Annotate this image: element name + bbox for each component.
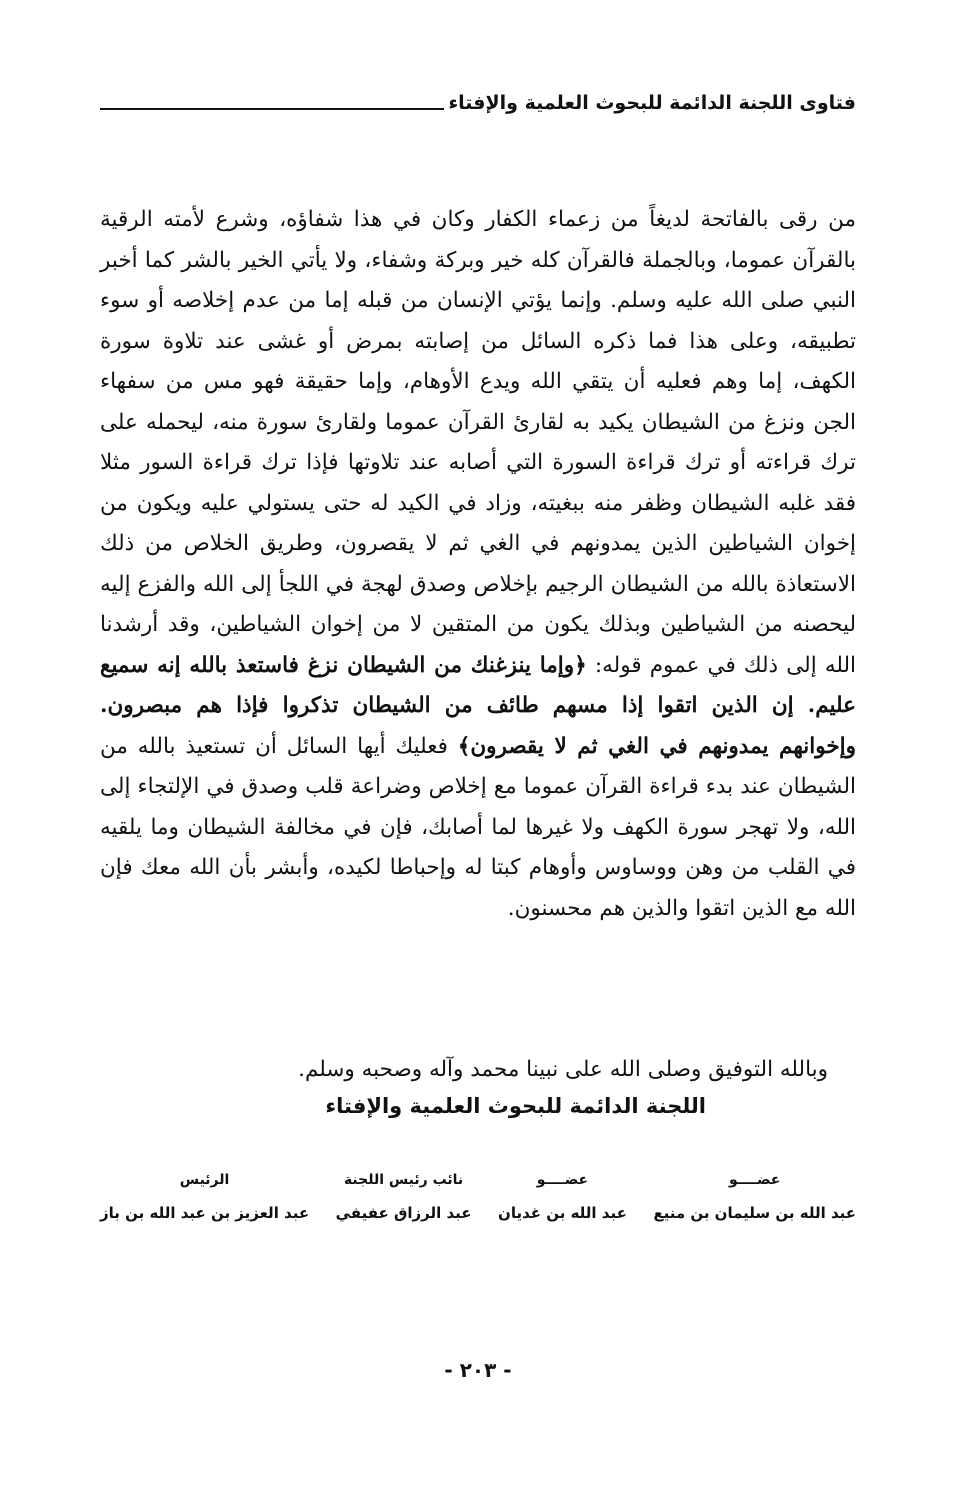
signatory-member-1 — [653, 1172, 856, 1222]
signatory-name: عبد الله بن سليمان بن منيع — [653, 1204, 856, 1222]
header-rule — [100, 108, 444, 110]
text-after-quote: فعليك أيها السائل أن تستعيذ بالله من الشيطان عند بدء قراءة القرآن عموما مع إخلاص وضراعة قلب وصدق في الإلتجاء إلى الله، ولا تهجر سورة الكهف ولا غيرها لما أصابك، فإن في مخالفة الشيطان وما يلقيه في القلب من وهن ووساوس وأوهام كبتا له وإحباطا لكيده، وأبشر بأن الله معك فإن الله مع الذين اتقوا والذين هم محسنون. — [100, 733, 856, 921]
signatory-role: الرئيس — [179, 1172, 230, 1188]
quran-quote: ﴿وإما ينزغنك من الشيطان نزغ فاستعذ بالله إنه سميع عليم. إن الذين اتقوا إذا مسهم طائف من الشيطان تذكروا فإذا هم مبصرون. وإخوانهم يمدونهم في الغي ثم لا يقصرون﴾ — [100, 652, 856, 759]
signatory-name: عبد العزيز بن عبد الله بن باز — [100, 1204, 310, 1222]
signatory-role: عضــــو — [729, 1172, 781, 1188]
running-header — [100, 92, 856, 114]
signatory-role: عضــــو — [536, 1172, 589, 1188]
running-title: فتاوى اللجنة الدائمة للبحوث العلمية والإفتاء — [448, 92, 856, 114]
text-before-quote: من رقى بالفاتحة لديغاً من زعماء الكفار وكان في هذا شفاؤه، وشرع لأمته الرقية بالقرآن عموما، وبالجملة فالقرآن كله خير وبركة وشفاء، ولا يأتي الخير بالشر كما أخبر النبي صلى الله عليه وسلم. وإنما يؤتي الإنسان من قبله إما من عدم إخلاصه أو سوء تطبيقه، وعلى هذا فما ذكره السائل من إصابته بمرض أو غشى عند تلاوة سورة الكهف، إما وهم فعليه أن يتقي الله ويدع الأوهام، وإما حقيقة فهو مس من سفهاء الجن ونزغ من الشيطان يكيد به لقارئ القرآن عموما ولقارئ سورة منه، ليحمله على ترك قراءته أو ترك قراءة السورة التي أصابه عند تلاوتها فإذا ترك قراءة السور مثلا فقد غلبه الشيطان وظفر منه ببغيته، وزاد في الكيد له حتى يستولي عليه ويكون من إخوان الشياطين الذين يمدونهم في الغي ثم لا يقصرون، وطريق الخلاص من ذلك الاستعاذة بالله من الشيطان الرجيم بإخلاص وصدق لهجة في اللجأ إلى الله والفزع إليه ليحصنه من الشياطين وبذلك يكون من المتقين لا من إخوان الشياطين، وقد أرشدنا الله إلى ذلك في عموم قوله: — [100, 207, 856, 678]
fatwa-body — [100, 200, 856, 929]
signatory-name: عبد الرزاق عفيفي — [335, 1204, 472, 1222]
fatwa-paragraph — [100, 200, 856, 929]
closing-salutation: وبالله التوفيق وصلى الله على نبينا محمد وآله وصحبه وسلم. — [298, 1057, 828, 1082]
signatory-name: عبد الله بن غديان — [498, 1204, 627, 1222]
signatory-member-2 — [498, 1172, 627, 1222]
signatory-chairman — [100, 1172, 309, 1222]
signatory-role: نائب رئيس اللجنة — [343, 1172, 464, 1188]
committee-name: اللجنة الدائمة للبحوث العلمية والإفتاء — [325, 1094, 706, 1118]
signatory-vice-chairman — [336, 1172, 472, 1222]
page-number: - ٢٠٣ - — [444, 1358, 512, 1382]
signatories — [100, 1172, 856, 1222]
